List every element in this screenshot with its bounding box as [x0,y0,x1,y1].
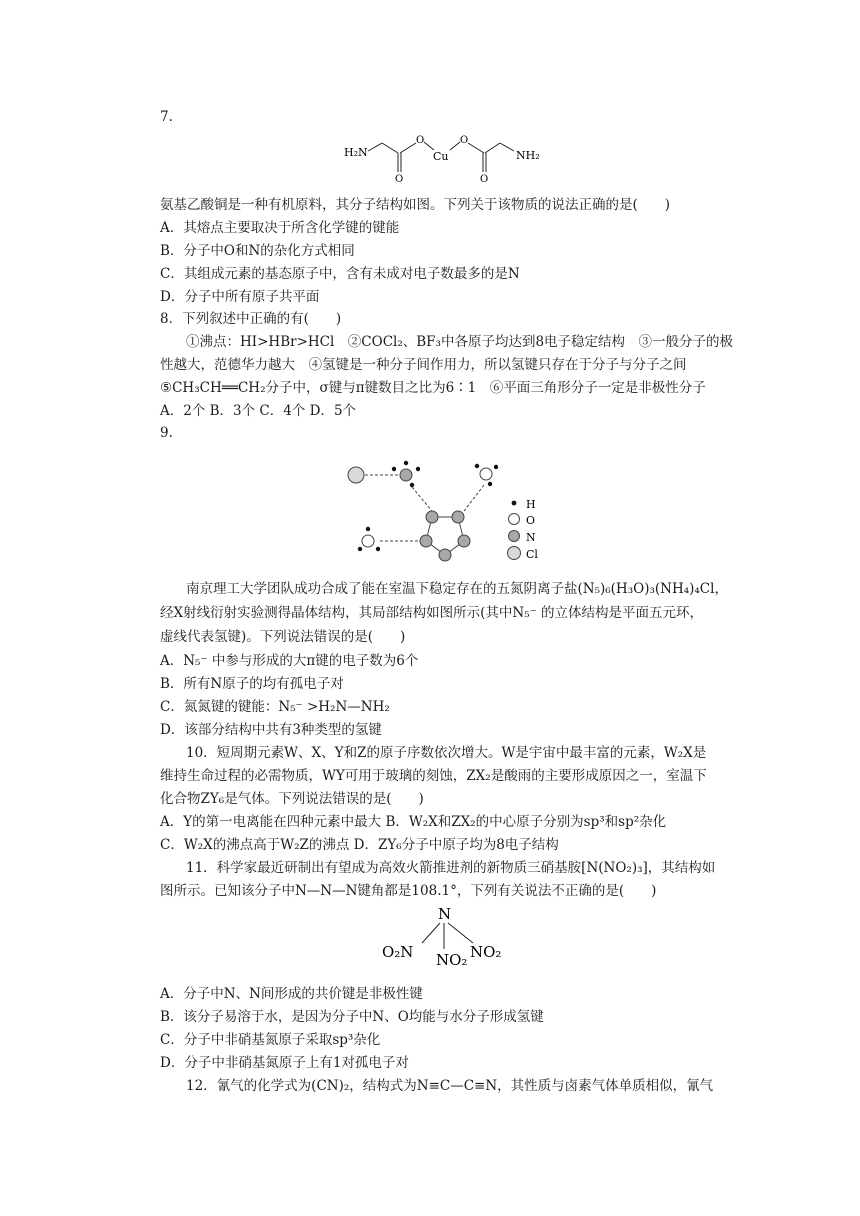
fig-nh2-label: NH₂ [516,149,540,162]
q10-options-line-2: C．W₂X的沸点高于W₂Z的沸点 D．ZY₆分子中原子均为8电子结构 [160,837,559,853]
q9-option-b: B．所有N原子的均有孤电子对 [160,676,344,692]
q11-option-c: C．分子中非硝基氮原子采取sp³杂化 [160,1032,381,1048]
q7-stem: 氨基乙酸铜是一种有机原料，其分子结构如图。下列关于该物质的说法正确的是( ) [160,197,671,213]
copper-glycinate-structure [340,132,550,184]
structure-legend [508,498,539,561]
q7-option-c: C．其组成元素的基态原子中，含有未成对电子数最多的是N [160,266,520,282]
fig-no2-mid-label: NO₂ [436,951,468,969]
q7-option-d: D．分子中所有原子共平面 [160,289,320,305]
pentazolate-salt-structure [340,455,570,570]
q8-statement-line-1: ①沸点：HI>HBr>HCl ②COCl₂、BF₃中各原子均达到8电子稳定结构 ③一般分子的极 [186,334,734,350]
q9-number: 9. [160,425,173,441]
q9-stem-line-3: 虚线代表氢键)。下列说法错误的是( ) [160,629,406,645]
q10-stem-line-1: 10．短周期元素W、X、Y和Z的原子序数依次增大。W是宇宙中最丰富的元素，W₂X是 [186,745,707,761]
q11-option-a: A．分子中N、N间形成的共价键是非极性键 [160,986,423,1002]
q11-stem-line-2: 图所示。已知该分子中N—N—N键角都是108.1°，下列有关说法不正确的是( ) [160,883,657,899]
fig-cu-label: Cu [433,150,449,163]
q7-option-b: B．分子中O和N的杂化方式相同 [160,243,355,259]
q9-stem-line-2: 经X射线衍射实验测得晶体结构，其局部结构如图所示(其中N₅⁻ 的立体结构是平面五元环， [160,605,704,621]
q9-option-d: D．该部分结构中共有3种类型的氢键 [160,722,382,738]
legend-cl-label: Cl [526,548,538,561]
q10-stem-line-3: 化合物ZY₆是气体。下列说法错误的是( ) [160,791,424,807]
q10-options-line-1: A．Y的第一电离能在四种元素中最大 B．W₂X和ZX₂的中心原子分别为sp³和sp²杂化 [160,814,667,830]
fig-no2-right-label: NO₂ [470,943,502,961]
q11-option-b: B．该分子易溶于水，是因为分子中N、O均能与水分子形成氢键 [160,1009,544,1025]
fig-o-label-3: O [460,135,469,146]
legend-h-label: H [526,498,536,511]
q12-stem-line-1: 12．氰气的化学式为(CN)₂，结构式为N≡C—C≡N，其性质与卤素气体单质相似，氰气 [186,1078,714,1094]
q7-option-a: A．其熔点主要取决于所含化学键的键能 [160,220,400,236]
q8-statement-line-2: 性越大，范德华力越大 ④氢键是一种分子间作用力，所以氢键只存在于分子与分子之间 [160,357,687,373]
legend-n-label: N [526,531,536,544]
q11-stem-line-1: 11．科学家最近研制出有望成为高效火箭推进剂的新物质三硝基胺[N(NO₂)₃]，其结构如 [186,860,716,876]
q9-option-c: C．氮氮键的键能：N₅⁻ >H₂N—NH₂ [160,699,390,715]
fig-h2n-label: H₂N [344,146,368,159]
trinitramide-structure [378,903,518,973]
fig-n-top-label: N [438,905,452,923]
fig-o2n-label: O₂N [382,943,414,961]
fig-o-label-2: O [416,135,425,146]
q9-option-a: A．N₅⁻ 中参与形成的大π键的电子数为6个 [160,653,419,669]
q11-option-d: D．分子中非硝基氮原子上有1对孤电子对 [160,1055,409,1071]
legend-o-label: O [526,514,536,527]
q9-stem-line-1: 南京理工大学团队成功合成了能在室温下稳定存在的五氮阴离子盐(N₅)₆(H₃O)₃(NH₄)₄Cl， [186,581,728,597]
q8-options: A．2个 B．3个 C．4个 D．5个 [160,403,357,419]
q8-statement-line-3: ⑤CH₃CH══CH₂分子中，σ键与π键数目之比为6∶1 ⑥平面三角形分子一定是非极性分子 [160,380,706,396]
q8-stem: 8．下列叙述中正确的有( ) [160,311,342,327]
fig-o-label-4: O [480,174,489,184]
q7-number: 7. [160,109,173,125]
fig-o-label-1: O [395,174,404,184]
q10-stem-line-2: 维持生命过程的必需物质，WY可用于玻璃的刻蚀，ZX₂是酸雨的主要形成原因之一，室温下 [160,768,707,784]
